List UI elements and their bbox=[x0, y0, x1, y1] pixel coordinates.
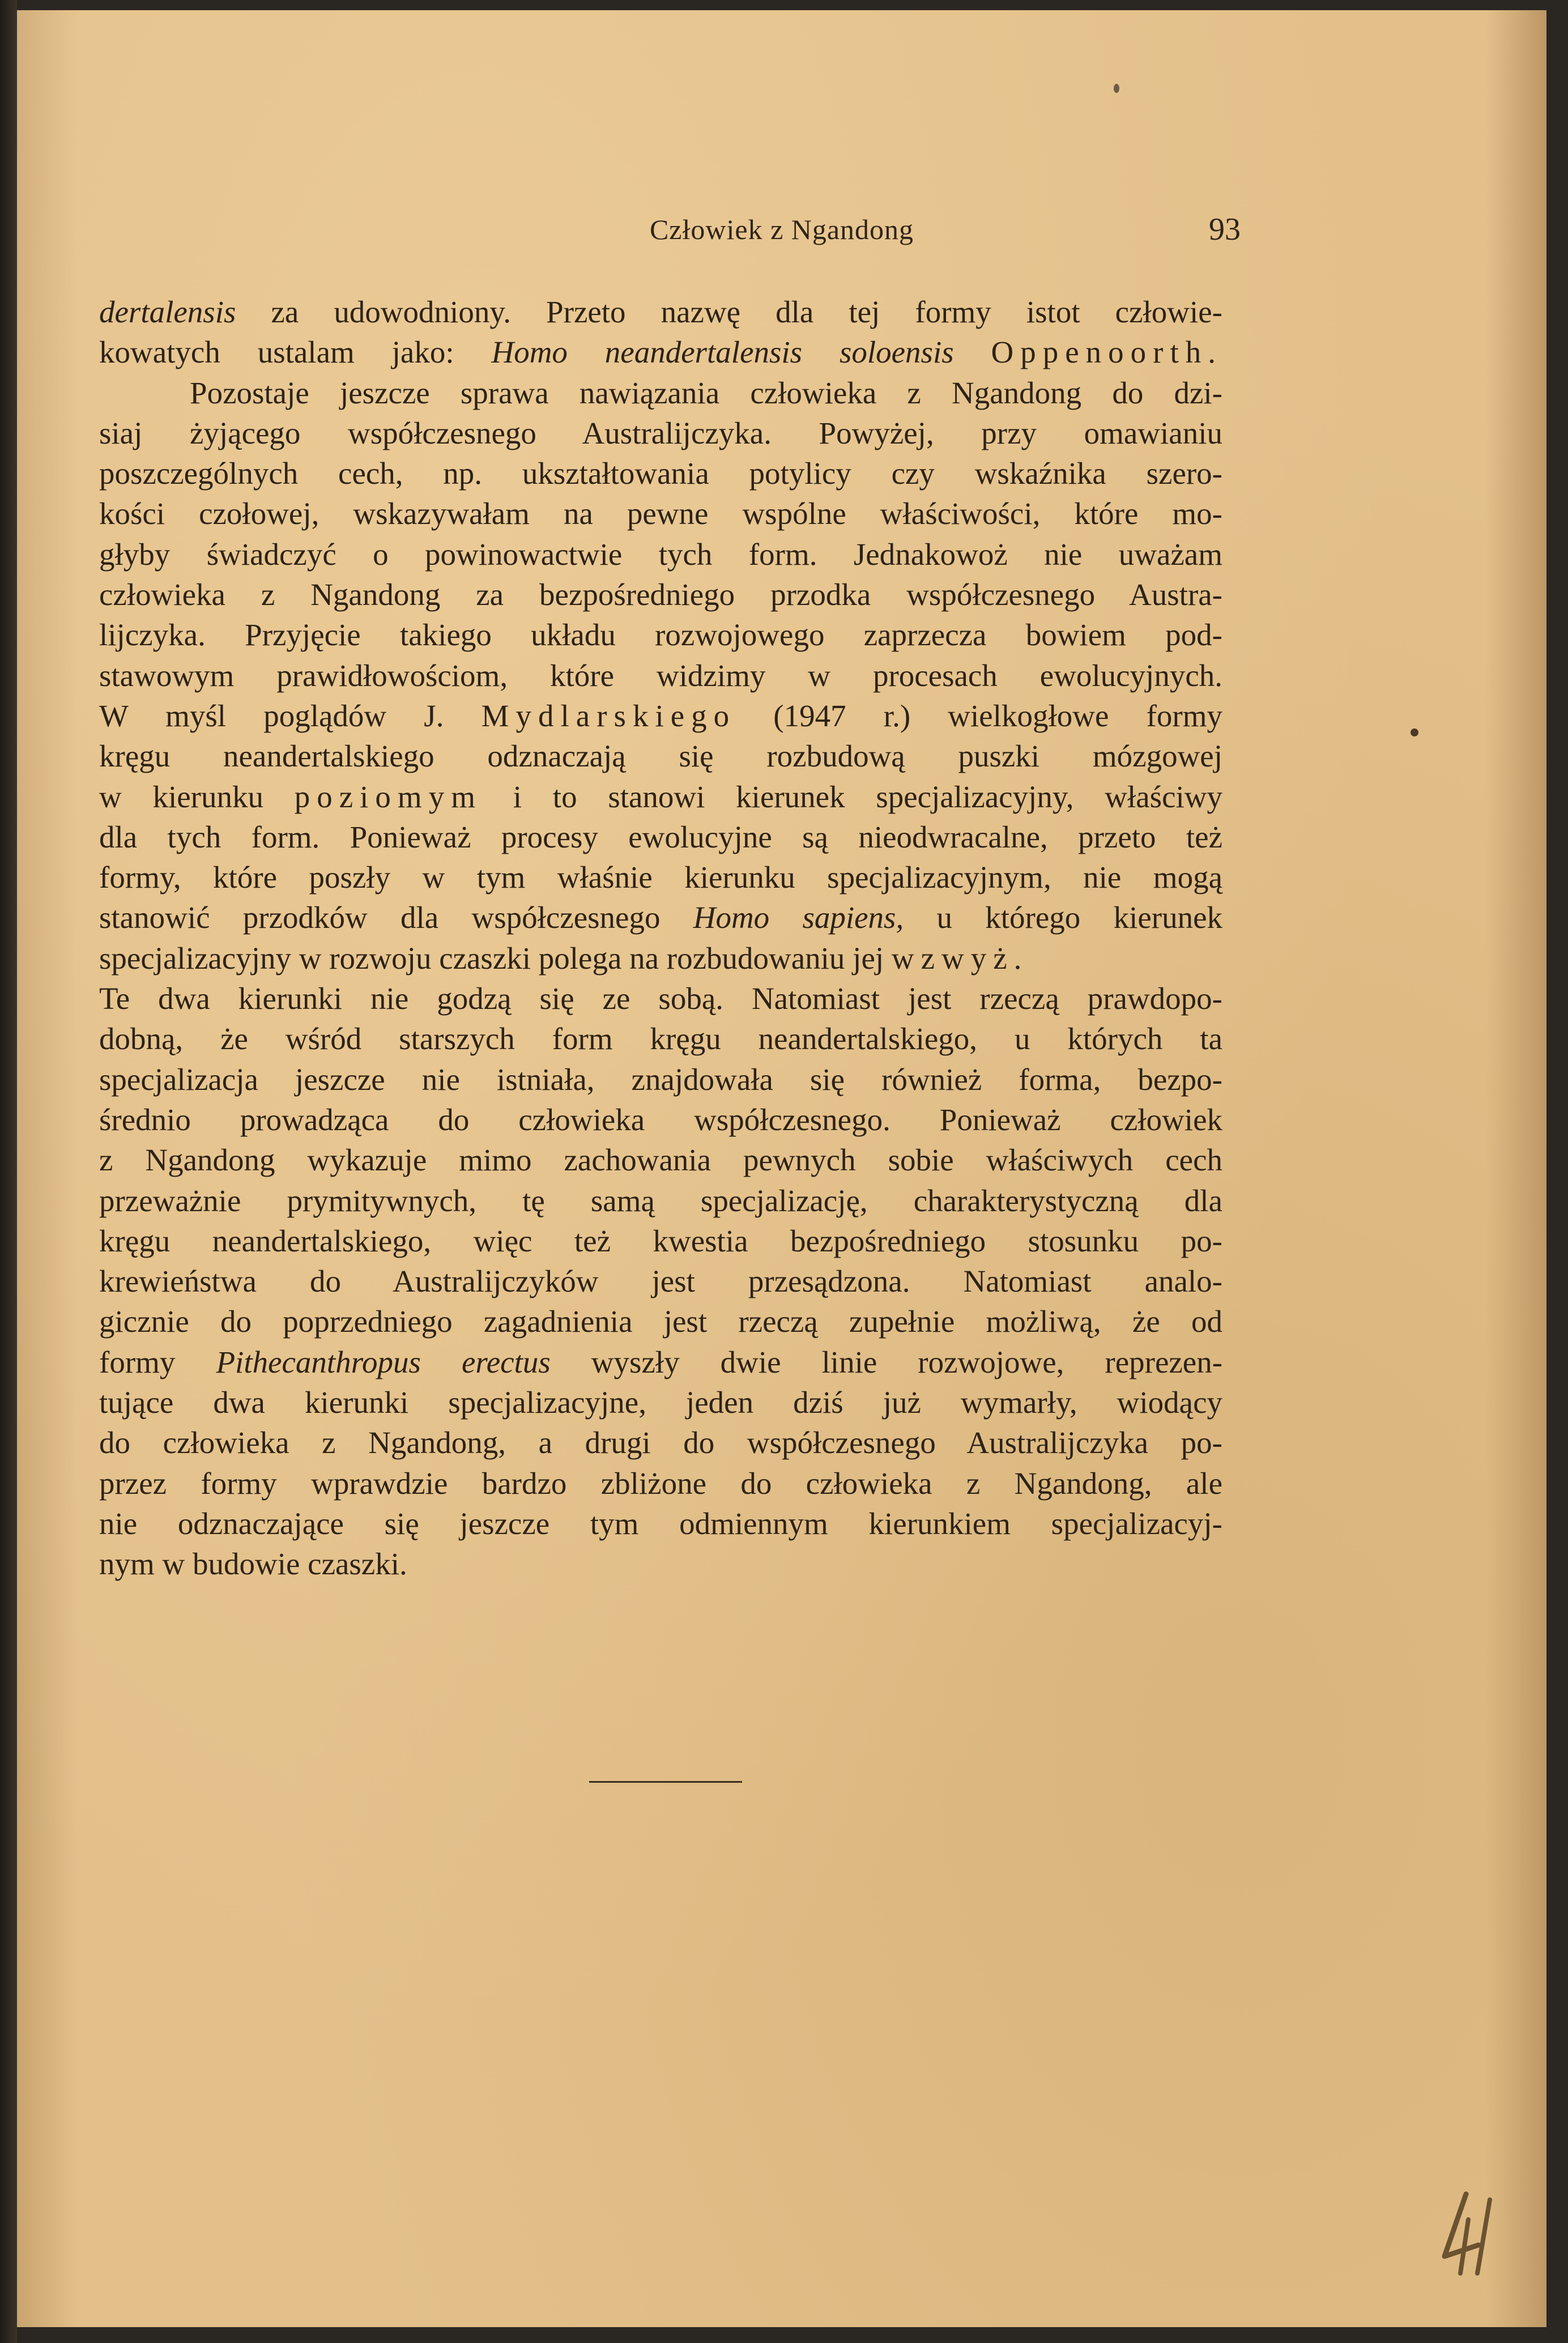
text-line bbox=[99, 817, 1222, 857]
text-line bbox=[99, 1422, 1222, 1463]
text-line bbox=[99, 1342, 1222, 1382]
text-line bbox=[99, 292, 1222, 332]
text-run: wyszły dwie linie rozwojowe, reprezen- bbox=[550, 1344, 1223, 1379]
text-run: poszczególnych cech, np. ukształtowania potylicy czy wskaźnika szero- bbox=[99, 456, 1222, 491]
text-run: dla tych form. Ponieważ procesy ewolucyjne są nieodwracalne, przeto też bbox=[99, 819, 1222, 854]
text-line bbox=[99, 1221, 1222, 1261]
spaced-name: wzwyż. bbox=[891, 940, 1029, 975]
text-line bbox=[99, 534, 1222, 574]
text-run: nie odznaczające się jeszcze tym odmiennym kierunkiem specjalizacyj- bbox=[99, 1506, 1222, 1541]
text-run: i to stanowi kierunek specjalizacyjny, właściwy bbox=[482, 779, 1222, 814]
text-line bbox=[99, 1301, 1222, 1341]
end-rule bbox=[589, 1781, 742, 1783]
text-line bbox=[99, 1382, 1222, 1422]
text-run: średnio prowadząca do człowieka współczesnego. Ponieważ człowiek bbox=[99, 1102, 1222, 1137]
text-run: tujące dwa kierunki specjalizacyjne, jeden dziś już wymarły, wiodący bbox=[99, 1385, 1222, 1420]
text-run: Te dwa kierunki nie godzą się ze sobą. Natomiast jest rzeczą prawdopo- bbox=[99, 981, 1222, 1016]
text-line bbox=[99, 897, 1222, 938]
text-run: gicznie do poprzedniego zagadnienia jest rzeczą zupełnie możliwą, że od bbox=[99, 1304, 1222, 1339]
text-line bbox=[99, 615, 1222, 655]
text-line bbox=[99, 1181, 1222, 1221]
text-run: formy bbox=[99, 1344, 216, 1379]
text-run: (1947 r.) wielkogłowe formy bbox=[736, 698, 1222, 733]
text-run: dobną, że wśród starszych form kręgu neandertalskiego, u których ta bbox=[99, 1021, 1222, 1057]
text-run: z Ngandong wykazuje mimo zachowania pewnych sobie właściwych cech bbox=[99, 1143, 1222, 1178]
text-line bbox=[99, 1261, 1222, 1301]
text-run: kości czołowej, wskazywałam na pewne wspólne właściwości, które mo- bbox=[99, 496, 1222, 531]
handwritten-folio-mark bbox=[1433, 2188, 1501, 2279]
text-line bbox=[99, 1503, 1222, 1544]
text-run: stawowym prawidłowościom, które widzimy w procesach ewolucyjnych. bbox=[99, 658, 1222, 693]
paper-speck bbox=[1114, 84, 1119, 93]
text-run: Pozostaje jeszcze sprawa nawiązania człowieka z Ngandong do dzi- bbox=[190, 375, 1222, 410]
italic-term: Homo sapiens, bbox=[693, 900, 904, 935]
italic-term: dertalensis bbox=[99, 295, 236, 329]
text-line bbox=[99, 413, 1222, 453]
text-line bbox=[99, 1100, 1222, 1140]
text-line bbox=[99, 574, 1222, 615]
text-line bbox=[99, 736, 1222, 776]
text-line bbox=[99, 1140, 1222, 1180]
text-run: przeważnie prymitywnych, tę samą specjalizację, charakterystyczną dla bbox=[99, 1183, 1222, 1218]
text-run: głyby świadczyć o powinowactwie tych form. Jednakowoż nie uważam bbox=[99, 536, 1222, 572]
text-run: W myśl poglądów J. bbox=[99, 698, 482, 733]
text-run: do człowieka z Ngandong, a drugi do współczesnego Australijczyka po- bbox=[99, 1425, 1222, 1460]
spaced-name: poziomym bbox=[294, 779, 482, 814]
text-line bbox=[99, 493, 1222, 534]
text-run: specjalizacyjny w rozwoju czaszki polega na rozbudowaniu jej bbox=[99, 940, 892, 975]
paper-speck bbox=[1411, 729, 1418, 736]
text-run: kręgu neandertalskiego odznaczają się rozbudową puszki mózgowej bbox=[99, 739, 1222, 774]
text-line bbox=[99, 373, 1222, 413]
italic-term: Homo neandertalensis soloensis bbox=[491, 335, 954, 370]
spaced-name: Oppenoorth. bbox=[991, 335, 1222, 370]
text-line bbox=[99, 1463, 1222, 1503]
text-run: specjalizacja jeszcze nie istniała, znajdowała się również forma, bezpo- bbox=[99, 1062, 1222, 1097]
text-line bbox=[99, 1544, 1222, 1584]
text-run: krewieństwa do Australijczyków jest przesądzona. Natomiast analo- bbox=[99, 1264, 1222, 1299]
spaced-name: Mydlarskiego bbox=[481, 698, 736, 733]
text-run: kowatych ustalam jako: bbox=[99, 335, 492, 370]
text-run: w kierunku bbox=[99, 779, 295, 814]
text-run: siaj żyjącego współczesnego Australijczyka. Powyżej, przy omawianiu bbox=[99, 415, 1222, 450]
page-number: 93 bbox=[1209, 212, 1241, 247]
italic-term: Pithecanthropus erectus bbox=[216, 1344, 551, 1379]
text-run: nym w budowie czaszki. bbox=[99, 1547, 407, 1582]
text-run: przez formy wprawdzie bardzo zbliżone do człowieka z Ngandong, ale bbox=[99, 1466, 1222, 1501]
text-run: formy, które poszły w tym właśnie kierunku specjalizacyjnym, nie mogą bbox=[99, 860, 1222, 895]
text-run bbox=[954, 335, 991, 369]
text-line bbox=[99, 777, 1222, 817]
scan-edge bbox=[0, 0, 17, 2343]
text-run: stanowić przodków dla współczesnego bbox=[99, 900, 693, 935]
text-line bbox=[99, 655, 1222, 696]
text-line bbox=[99, 938, 1222, 978]
text-run: człowieka z Ngandong za bezpośredniego przodka współczesnego Austra- bbox=[99, 577, 1222, 612]
text-line bbox=[99, 332, 1222, 372]
text-run: kręgu neandertalskiego, więc też kwestia bezpośredniego stosunku po- bbox=[99, 1223, 1222, 1258]
text-line bbox=[99, 453, 1222, 493]
text-line bbox=[99, 1059, 1222, 1100]
running-header bbox=[17, 210, 1546, 249]
text-run: za udowodniony. Przeto nazwę dla tej formy istot człowie- bbox=[236, 295, 1222, 329]
text-line bbox=[99, 1019, 1222, 1059]
body-text bbox=[99, 292, 1222, 1584]
running-title: Człowiek z Ngandong bbox=[649, 214, 914, 245]
text-line bbox=[99, 978, 1222, 1019]
book-page bbox=[17, 10, 1546, 2327]
text-line bbox=[99, 696, 1222, 736]
text-run: u którego kierunek bbox=[904, 900, 1222, 935]
text-line bbox=[99, 857, 1222, 897]
text-run: lijczyka. Przyjęcie takiego układu rozwojowego zaprzecza bowiem pod- bbox=[99, 617, 1222, 653]
